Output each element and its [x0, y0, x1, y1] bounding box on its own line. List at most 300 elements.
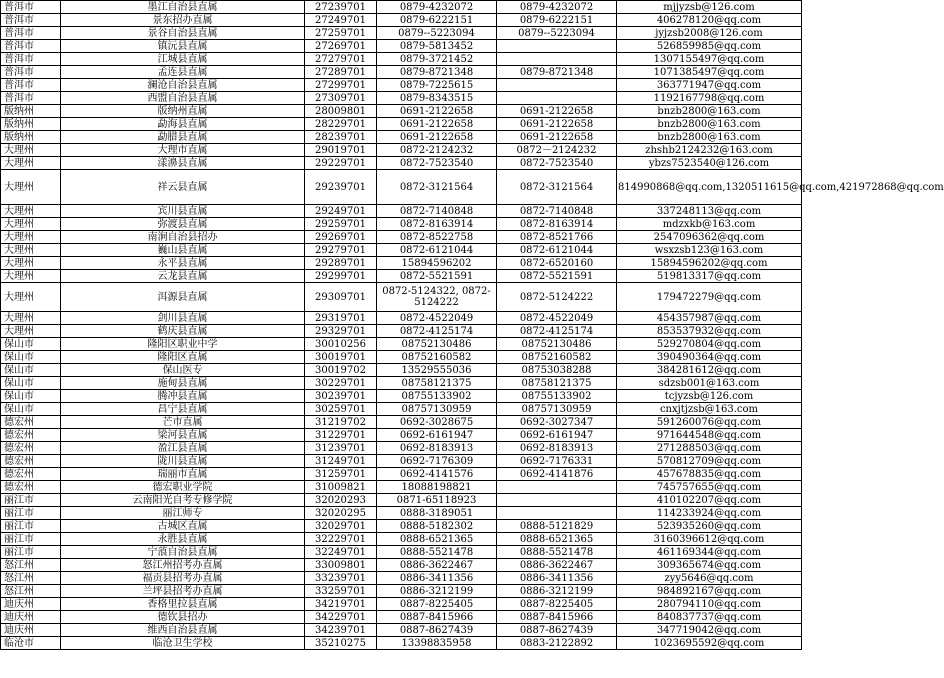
- unit-code-cell: 30229701: [305, 377, 377, 390]
- email-cell: 1307155497@qq.com: [617, 53, 802, 66]
- table-row: [1, 92, 802, 105]
- email-cell: 457678835@qq.com: [617, 468, 802, 481]
- unit-code-cell: 30019701: [305, 351, 377, 364]
- unit-name-cell: 隆阳区直属: [61, 351, 305, 364]
- region-cell: 德宏州: [1, 429, 61, 442]
- phone-cell: 08755133902: [377, 390, 497, 403]
- phone-cell: 0872-4125174: [377, 325, 497, 338]
- region-cell: 怒江州: [1, 585, 61, 598]
- email-cell: 526859985@qq.com: [617, 40, 802, 53]
- fax-cell: [497, 79, 617, 92]
- fax-cell: 0879-8721348: [497, 66, 617, 79]
- phone-cell: 0879-7225615: [377, 79, 497, 92]
- unit-code-cell: 27299701: [305, 79, 377, 92]
- unit-name-cell: 大理市直属: [61, 144, 305, 157]
- unit-name-cell: 鹤庆县直属: [61, 325, 305, 338]
- phone-cell: 0692-3028675: [377, 416, 497, 429]
- unit-name-cell: 云南阳光自考专修学院: [61, 494, 305, 507]
- unit-name-cell: 墨江自治县直属: [61, 1, 305, 14]
- unit-code-cell: 29249701: [305, 205, 377, 218]
- table-row: [1, 1, 802, 14]
- fax-cell: 0886-3411356: [497, 572, 617, 585]
- email-cell: ybzs7523540@126.com: [617, 157, 802, 170]
- table-row: [1, 231, 802, 244]
- email-cell: zyy5646@qq.com: [617, 572, 802, 585]
- unit-name-cell: 孟连县直属: [61, 66, 305, 79]
- fax-cell: 0888-5121829: [497, 520, 617, 533]
- unit-name-cell: 古城区直属: [61, 520, 305, 533]
- unit-name-cell: 德宏职业学院: [61, 481, 305, 494]
- unit-name-cell: 盈江县直属: [61, 442, 305, 455]
- table-row: [1, 416, 802, 429]
- unit-code-cell: 32229701: [305, 533, 377, 546]
- region-cell: 保山市: [1, 377, 61, 390]
- phone-cell: 0691-2122658: [377, 118, 497, 131]
- table-row: [1, 170, 802, 205]
- email-cell: 814990868@qq.com,1320511615@qq.com,421972868@qq.com: [617, 170, 802, 205]
- unit-name-cell: 昌宁县直属: [61, 403, 305, 416]
- fax-cell: 0872-6520160: [497, 257, 617, 270]
- unit-name-cell: 临沧卫生学校: [61, 637, 305, 650]
- unit-code-cell: 34239701: [305, 624, 377, 637]
- unit-code-cell: 32249701: [305, 546, 377, 559]
- email-cell: 390490364@qq.com: [617, 351, 802, 364]
- fax-cell: [497, 494, 617, 507]
- region-cell: 临沧市: [1, 637, 61, 650]
- email-cell: 1192167798@qq.com: [617, 92, 802, 105]
- region-cell: 普洱市: [1, 1, 61, 14]
- region-cell: 大理州: [1, 312, 61, 325]
- region-cell: 大理州: [1, 270, 61, 283]
- region-cell: 大理州: [1, 325, 61, 338]
- email-cell: bnzb2800@163.com: [617, 118, 802, 131]
- phone-cell: 0692-6161947: [377, 429, 497, 442]
- phone-cell: 0871-65118923: [377, 494, 497, 507]
- phone-cell: 0879-6222151: [377, 14, 497, 27]
- phone-cell: 0886-3622467: [377, 559, 497, 572]
- region-cell: 保山市: [1, 364, 61, 377]
- phone-cell: 0888-6521365: [377, 533, 497, 546]
- phone-cell: 0879-8343515: [377, 92, 497, 105]
- phone-cell: 18088198821: [377, 481, 497, 494]
- region-cell: 德宏州: [1, 416, 61, 429]
- unit-code-cell: 34219701: [305, 598, 377, 611]
- email-cell: 406278120@qq.com: [617, 14, 802, 27]
- email-cell: 309365674@qq.com: [617, 559, 802, 572]
- fax-cell: [497, 92, 617, 105]
- phone-cell: 0887-8627439: [377, 624, 497, 637]
- region-cell: 德宏州: [1, 468, 61, 481]
- table-row: [1, 364, 802, 377]
- phone-cell: 0872-7140848: [377, 205, 497, 218]
- email-cell: 840837737@qq.com: [617, 611, 802, 624]
- phone-cell: 0887-8225405: [377, 598, 497, 611]
- region-cell: 迪庆州: [1, 624, 61, 637]
- fax-cell: 0692-8183913: [497, 442, 617, 455]
- phone-cell: 08752130486: [377, 338, 497, 351]
- unit-name-cell: 西盟自治县直属: [61, 92, 305, 105]
- phone-cell: 0872-4522049: [377, 312, 497, 325]
- phone-cell: 08752160582: [377, 351, 497, 364]
- unit-name-cell: 弥渡县直属: [61, 218, 305, 231]
- region-cell: 版纳州: [1, 118, 61, 131]
- region-cell: 怒江州: [1, 572, 61, 585]
- region-cell: 大理州: [1, 205, 61, 218]
- region-cell: 普洱市: [1, 53, 61, 66]
- unit-name-cell: 丽江师专: [61, 507, 305, 520]
- table-row: [1, 312, 802, 325]
- table-row: [1, 533, 802, 546]
- email-cell: 519813317@qq.com: [617, 270, 802, 283]
- region-cell: 丽江市: [1, 533, 61, 546]
- email-cell: 461169344@qq.com: [617, 546, 802, 559]
- phone-cell: 0879-3721452: [377, 53, 497, 66]
- email-cell: tcjyzsb@126.com: [617, 390, 802, 403]
- table-row: [1, 218, 802, 231]
- email-cell: 529270804@qq.com: [617, 338, 802, 351]
- email-cell: 570812709@qq.com: [617, 455, 802, 468]
- unit-code-cell: 27309701: [305, 92, 377, 105]
- unit-name-cell: 勐海县直属: [61, 118, 305, 131]
- region-cell: 普洱市: [1, 40, 61, 53]
- unit-code-cell: 29329701: [305, 325, 377, 338]
- table-row: [1, 390, 802, 403]
- region-cell: 大理州: [1, 144, 61, 157]
- unit-code-cell: 29319701: [305, 312, 377, 325]
- phone-cell: 0692-4141576: [377, 468, 497, 481]
- table-row: [1, 66, 802, 79]
- email-cell: mjjyzsb@126.com: [617, 1, 802, 14]
- region-cell: 普洱市: [1, 66, 61, 79]
- region-cell: 版纳州: [1, 131, 61, 144]
- table-row: [1, 611, 802, 624]
- fax-cell: 0692-6161947: [497, 429, 617, 442]
- fax-cell: 0872-6121044: [497, 244, 617, 257]
- unit-name-cell: 镇沅县直属: [61, 40, 305, 53]
- unit-code-cell: 27279701: [305, 53, 377, 66]
- fax-cell: 0887-8627439: [497, 624, 617, 637]
- email-cell: 363771947@qq.com: [617, 79, 802, 92]
- unit-code-cell: 32020293: [305, 494, 377, 507]
- region-cell: 大理州: [1, 218, 61, 231]
- unit-name-cell: 保山医专: [61, 364, 305, 377]
- unit-name-cell: 江城县直属: [61, 53, 305, 66]
- fax-cell: 0692-3027347: [497, 416, 617, 429]
- email-cell: 179472279@qq.com: [617, 283, 802, 312]
- email-cell: 347719042@qq.com: [617, 624, 802, 637]
- phone-cell: 0692-8183913: [377, 442, 497, 455]
- table-row: [1, 442, 802, 455]
- phone-cell: 0872-5124322, 0872-5124222: [377, 283, 497, 312]
- phone-cell: 0872-3121564: [377, 170, 497, 205]
- unit-name-cell: 永胜县直属: [61, 533, 305, 546]
- unit-code-cell: 29299701: [305, 270, 377, 283]
- region-cell: 怒江州: [1, 559, 61, 572]
- fax-cell: 08758121375: [497, 377, 617, 390]
- table-row: [1, 520, 802, 533]
- unit-code-cell: 33259701: [305, 585, 377, 598]
- unit-code-cell: 28229701: [305, 118, 377, 131]
- fax-cell: 0879-6222151: [497, 14, 617, 27]
- phone-cell: 08758121375: [377, 377, 497, 390]
- table-row: [1, 338, 802, 351]
- email-cell: sdzsb001@163.com: [617, 377, 802, 390]
- unit-name-cell: 漾濞县直属: [61, 157, 305, 170]
- unit-name-cell: 宾川县直属: [61, 205, 305, 218]
- unit-code-cell: 27259701: [305, 27, 377, 40]
- table-row: [1, 27, 802, 40]
- email-cell: 745757655@qq.com: [617, 481, 802, 494]
- phone-cell: 0872-7523540: [377, 157, 497, 170]
- email-cell: 971644548@qq.com: [617, 429, 802, 442]
- fax-cell: 0887-8415966: [497, 611, 617, 624]
- region-cell: 保山市: [1, 351, 61, 364]
- email-cell: bnzb2800@163.com: [617, 131, 802, 144]
- fax-cell: 0872-7140848: [497, 205, 617, 218]
- unit-name-cell: 宁蒗自治县直属: [61, 546, 305, 559]
- region-cell: 保山市: [1, 390, 61, 403]
- unit-code-cell: 29309701: [305, 283, 377, 312]
- unit-code-cell: 29289701: [305, 257, 377, 270]
- phone-cell: 0691-2122658: [377, 105, 497, 118]
- table-row: [1, 377, 802, 390]
- table-row: [1, 270, 802, 283]
- unit-code-cell: 30010256: [305, 338, 377, 351]
- unit-code-cell: 29269701: [305, 231, 377, 244]
- unit-name-cell: 维西自治县直属: [61, 624, 305, 637]
- region-cell: 迪庆州: [1, 611, 61, 624]
- unit-code-cell: 30239701: [305, 390, 377, 403]
- unit-name-cell: 南涧自治县招办: [61, 231, 305, 244]
- fax-cell: 0879--5223094: [497, 27, 617, 40]
- phone-cell: 0879-5813452: [377, 40, 497, 53]
- fax-cell: 0872-4522049: [497, 312, 617, 325]
- phone-cell: 0879--5223094: [377, 27, 497, 40]
- unit-name-cell: 澜沧自治县直属: [61, 79, 305, 92]
- fax-cell: 0888-5521478: [497, 546, 617, 559]
- unit-code-cell: 28239701: [305, 131, 377, 144]
- phone-cell: 0879-8721348: [377, 66, 497, 79]
- phone-cell: 0691-2122658: [377, 131, 497, 144]
- email-cell: zhshb2124232@163.com: [617, 144, 802, 157]
- table-row: [1, 257, 802, 270]
- phone-cell: 0888-3189051: [377, 507, 497, 520]
- email-cell: 384281612@qq.com: [617, 364, 802, 377]
- unit-name-cell: 瑞丽市直属: [61, 468, 305, 481]
- fax-cell: 0691-2122658: [497, 118, 617, 131]
- phone-cell: 0872-2124232: [377, 144, 497, 157]
- table-row: [1, 40, 802, 53]
- unit-code-cell: 33009801: [305, 559, 377, 572]
- table-row: [1, 53, 802, 66]
- table-row: [1, 481, 802, 494]
- unit-code-cell: 27289701: [305, 66, 377, 79]
- unit-name-cell: 隆阳区职业中学: [61, 338, 305, 351]
- region-cell: 迪庆州: [1, 598, 61, 611]
- table-row: [1, 598, 802, 611]
- table-row: [1, 468, 802, 481]
- unit-code-cell: 31009821: [305, 481, 377, 494]
- table-row: [1, 144, 802, 157]
- unit-name-cell: 洱源县直属: [61, 283, 305, 312]
- unit-code-cell: 31259701: [305, 468, 377, 481]
- phone-cell: 0872-5521591: [377, 270, 497, 283]
- unit-code-cell: 31229701: [305, 429, 377, 442]
- table-row: [1, 429, 802, 442]
- region-cell: 丽江市: [1, 507, 61, 520]
- unit-code-cell: 33239701: [305, 572, 377, 585]
- fax-cell: 0887-8225405: [497, 598, 617, 611]
- phone-cell: 0886-3411356: [377, 572, 497, 585]
- phone-cell: 0872-8163914: [377, 218, 497, 231]
- phone-cell: 0888-5521478: [377, 546, 497, 559]
- unit-name-cell: 巍山县直属: [61, 244, 305, 257]
- unit-name-cell: 剑川县直属: [61, 312, 305, 325]
- region-cell: 丽江市: [1, 520, 61, 533]
- fax-cell: 08753038288: [497, 364, 617, 377]
- table-row: [1, 105, 802, 118]
- region-cell: 普洱市: [1, 79, 61, 92]
- email-cell: 591260076@qq.com: [617, 416, 802, 429]
- unit-name-cell: 勐腊县直属: [61, 131, 305, 144]
- region-cell: 大理州: [1, 231, 61, 244]
- region-cell: 普洱市: [1, 14, 61, 27]
- table-row: [1, 351, 802, 364]
- region-cell: 大理州: [1, 157, 61, 170]
- phone-cell: 15894596202: [377, 257, 497, 270]
- unit-code-cell: 32020295: [305, 507, 377, 520]
- fax-cell: 0872-5124222: [497, 283, 617, 312]
- email-cell: 280794110@qq.com: [617, 598, 802, 611]
- fax-cell: [497, 481, 617, 494]
- unit-code-cell: 31239701: [305, 442, 377, 455]
- unit-name-cell: 怒江州招考办直属: [61, 559, 305, 572]
- email-cell: bnzb2800@163.com: [617, 105, 802, 118]
- fax-cell: 0872-8521766: [497, 231, 617, 244]
- unit-name-cell: 香格里拉县直属: [61, 598, 305, 611]
- fax-cell: [497, 40, 617, 53]
- table-row: [1, 403, 802, 416]
- email-cell: 271288503@qq.com: [617, 442, 802, 455]
- phone-cell: 13529555036: [377, 364, 497, 377]
- table-row: [1, 637, 802, 650]
- table-row: [1, 14, 802, 27]
- region-cell: 德宏州: [1, 481, 61, 494]
- unit-name-cell: 云龙县直属: [61, 270, 305, 283]
- region-cell: 版纳州: [1, 105, 61, 118]
- phone-cell: 13398835958: [377, 637, 497, 650]
- unit-code-cell: 28009801: [305, 105, 377, 118]
- unit-code-cell: 27249701: [305, 14, 377, 27]
- email-cell: 454357987@qq.com: [617, 312, 802, 325]
- email-cell: jyjzsb2008@126.com: [617, 27, 802, 40]
- fax-cell: 08755133902: [497, 390, 617, 403]
- phone-cell: 0887-8415966: [377, 611, 497, 624]
- unit-code-cell: 29259701: [305, 218, 377, 231]
- phone-cell: 0888-5182302: [377, 520, 497, 533]
- fax-cell: [497, 53, 617, 66]
- email-cell: 114233924@qq.com: [617, 507, 802, 520]
- table-row: [1, 118, 802, 131]
- table-row: [1, 546, 802, 559]
- unit-name-cell: 陇川县直属: [61, 455, 305, 468]
- fax-cell: 0886-3212199: [497, 585, 617, 598]
- unit-name-cell: 永平县直属: [61, 257, 305, 270]
- table-row: [1, 205, 802, 218]
- table-row: [1, 131, 802, 144]
- region-cell: 大理州: [1, 170, 61, 205]
- table-row: [1, 494, 802, 507]
- table-row: [1, 507, 802, 520]
- unit-name-cell: 景谷自治县直属: [61, 27, 305, 40]
- unit-code-cell: 35210275: [305, 637, 377, 650]
- unit-name-cell: 梁河县直属: [61, 429, 305, 442]
- unit-code-cell: 29019701: [305, 144, 377, 157]
- phone-cell: 08757130959: [377, 403, 497, 416]
- unit-code-cell: 31219702: [305, 416, 377, 429]
- email-cell: 410102207@qq.com: [617, 494, 802, 507]
- fax-cell: 0872-7523540: [497, 157, 617, 170]
- email-cell: 853537932@qq.com: [617, 325, 802, 338]
- region-cell: 保山市: [1, 338, 61, 351]
- email-cell: 1071385497@qq.com: [617, 66, 802, 79]
- unit-name-cell: 德钦县招办: [61, 611, 305, 624]
- region-cell: 保山市: [1, 403, 61, 416]
- unit-code-cell: 34229701: [305, 611, 377, 624]
- unit-code-cell: 31249701: [305, 455, 377, 468]
- region-cell: 大理州: [1, 244, 61, 257]
- fax-cell: 0879-4232072: [497, 1, 617, 14]
- table-row: [1, 585, 802, 598]
- fax-cell: 08752160582: [497, 351, 617, 364]
- unit-code-cell: 32029701: [305, 520, 377, 533]
- email-cell: 2547096362@qq.com: [617, 231, 802, 244]
- unit-name-cell: 福贡县招考办直属: [61, 572, 305, 585]
- fax-cell: 0872－2124232: [497, 144, 617, 157]
- fax-cell: 0692-7176331: [497, 455, 617, 468]
- unit-code-cell: 29229701: [305, 157, 377, 170]
- email-cell: 984892167@qq.com: [617, 585, 802, 598]
- unit-name-cell: 景东招办直属: [61, 14, 305, 27]
- fax-cell: 0691-2122658: [497, 131, 617, 144]
- fax-cell: 0691-2122658: [497, 105, 617, 118]
- unit-code-cell: 30259701: [305, 403, 377, 416]
- email-cell: 1023695592@qq.com: [617, 637, 802, 650]
- unit-name-cell: 祥云县直属: [61, 170, 305, 205]
- fax-cell: 0872-3121564: [497, 170, 617, 205]
- fax-cell: 0692-4141876: [497, 468, 617, 481]
- unit-name-cell: 芒市直属: [61, 416, 305, 429]
- table-row: [1, 572, 802, 585]
- unit-name-cell: 腾冲县直属: [61, 390, 305, 403]
- email-cell: wsxzsb123@163.com: [617, 244, 802, 257]
- email-cell: 3160396612@qq.com: [617, 533, 802, 546]
- unit-code-cell: 27239701: [305, 1, 377, 14]
- email-cell: 15894596202@qq.com: [617, 257, 802, 270]
- fax-cell: 0888-6521365: [497, 533, 617, 546]
- phone-cell: 0886-3212199: [377, 585, 497, 598]
- table-row: [1, 624, 802, 637]
- unit-code-cell: 29239701: [305, 170, 377, 205]
- region-cell: 德宏州: [1, 455, 61, 468]
- email-cell: 337248113@qq.com: [617, 205, 802, 218]
- table-row: [1, 559, 802, 572]
- unit-code-cell: 29279701: [305, 244, 377, 257]
- phone-cell: 0879-4232072: [377, 1, 497, 14]
- unit-name-cell: 兰坪县招考办直属: [61, 585, 305, 598]
- region-cell: 德宏州: [1, 442, 61, 455]
- region-cell: 普洱市: [1, 92, 61, 105]
